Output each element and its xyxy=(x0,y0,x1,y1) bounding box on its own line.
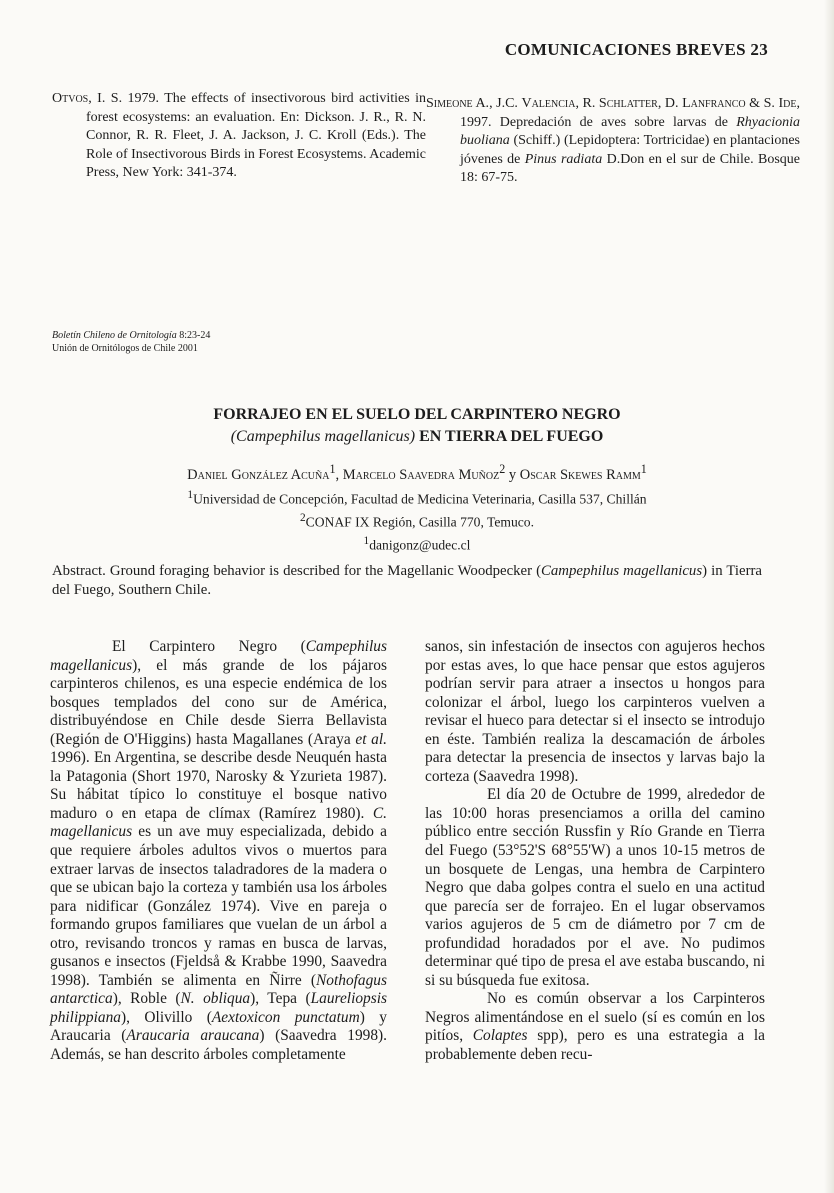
reference-text: , J.C. xyxy=(489,96,522,111)
species-name: C. magellanicus xyxy=(50,804,387,841)
reference-author: Valencia xyxy=(521,96,576,111)
abstract-text: Abstract. Ground foraging behavior is described for the Magellanic Woodpecker ( xyxy=(52,563,542,579)
affiliation-text: CONAF IX Región, Casilla 770, Temuco. xyxy=(305,514,535,530)
reference-text: (Schiff.) (Lepidoptera: Tortricidae) en plantaciones jóvenes de xyxy=(460,133,800,167)
body-text: No es común observar a los Carpinteros Negros alimentándose en el suelo (sí es común en los pitíos, xyxy=(425,990,765,1045)
abstract-text: ) in Tierra del Fuego, Southern Chile. xyxy=(52,563,762,598)
italic-text: et al. xyxy=(355,730,387,748)
body-text: ), Roble ( xyxy=(112,990,181,1008)
author-separator: , xyxy=(335,466,343,483)
scan-edge-shadow xyxy=(824,0,834,1193)
title-line-1: FORRAJEO EN EL SUELO DEL CARPINTERO NEGRO xyxy=(213,406,621,423)
species-name: Rhyacionia buoliana xyxy=(460,114,800,149)
genus-name: Colaptes xyxy=(472,1027,528,1045)
author-affiliation-mark: 1 xyxy=(640,462,647,476)
body-text: ), Tepa ( xyxy=(250,990,311,1008)
email-text: danigonz@udec.cl xyxy=(369,537,471,553)
body-text: spp), pero es una estrategia a la probablemente deben recu- xyxy=(425,1027,766,1064)
body-text: ), el más grande de los pájaros carpinteros chilenos, es una especie endémica de los bosques templados del cono sur de América, distribuyéndose en Chile desde Sierra Bellavista (Región de O'Higgins) hasta Magallanes (Araya xyxy=(50,656,387,748)
reference-author: Simeone A. xyxy=(426,96,490,111)
author-separator: y xyxy=(505,466,520,483)
body-text: El Carpintero Negro ( xyxy=(112,638,306,655)
title-location: EN TIERRA DEL FUEGO xyxy=(415,428,604,445)
body-column-left xyxy=(50,638,387,1065)
reference-text: 1979. The effects of insectivorous bird activities in forest ecosystems: an evaluation. En: Dickson. J. R., R. N. Connor, R. R. Fleet, J. A. Jackson, J. C. Kroll (Eds.). The Role of Insectivorous Birds in Forest Ecosystems. Academic Press, New York: 341-374. xyxy=(86,91,426,181)
reference-text: , D. xyxy=(657,96,683,111)
body-text: 1996). En Argentina, se describe desde Neuquén hasta la Patagonia (Short 1970, Narosky & Yzurieta 1987). Su hábitat típico lo constituye el bosque nativo maduro o en etapa de clímax (Ramírez 1980). xyxy=(50,749,387,822)
author-name: Daniel González Acuña xyxy=(187,466,330,483)
species-name: Laureliopsis philippiana xyxy=(50,990,387,1026)
author-name: Oscar Skewes Ramm xyxy=(519,466,641,483)
reference-author: Schlatter xyxy=(598,96,658,111)
reference-author: Otvos, I. S. xyxy=(52,91,123,106)
title-line-2 xyxy=(52,426,782,448)
reference-author: Ide xyxy=(778,96,797,111)
species-name: Aextoxicon punctatum xyxy=(211,1008,360,1026)
body-text: ) (Saavedra 1998). Además, se han descrito árboles completamente xyxy=(50,1027,387,1064)
affiliation-mark: 2 xyxy=(299,512,306,525)
body-text: es un ave muy especializada, debido a que requiere árboles adultos vivos o muertos para extraer larvas de insectos taladradores de la madera o que se ubican bajo la corteza y también usa los árboles para nidificar (González 1974). Vive en pareja o formando grupos familiares que vuelan de un árbol a otro, revisando troncos y ramas en busca de larvas, gusanos e insectos (Fjeldså & Krabbe 1990, Saavedra 1998). También se alimenta en Ñirre ( xyxy=(50,823,387,989)
affiliation-2 xyxy=(52,509,782,532)
body-column-right xyxy=(425,638,765,1065)
journal-info xyxy=(52,330,210,355)
reference-text: D.Don en el sur de Chile. Bosque 18: 67-75. xyxy=(460,151,800,186)
article-title xyxy=(52,404,782,448)
journal-title: Boletín Chileno de Ornitología xyxy=(52,330,177,341)
author-affiliation-mark: 1 xyxy=(329,462,336,476)
author-list xyxy=(52,462,782,484)
abstract xyxy=(52,562,762,600)
reference-text: & S. xyxy=(745,96,779,111)
title-species: (Campephilus magellanicus) xyxy=(230,428,416,445)
affiliations xyxy=(52,486,782,555)
reference-author: Lanfranco xyxy=(682,96,746,111)
reference-text: , R. xyxy=(575,96,599,111)
journal-line-2: Unión de Ornitólogos de Chile 2001 xyxy=(52,342,198,354)
affiliation-text: Universidad de Concepción, Facultad de Medicina Veterinaria, Casilla 537, Chillán xyxy=(193,491,647,507)
species-name: N. obliqua xyxy=(180,990,251,1008)
affiliation-mark: 1 xyxy=(187,489,194,501)
reference-text: , 1997. Depredación de aves sobre larvas de xyxy=(460,96,800,130)
body-paragraph xyxy=(425,990,765,1064)
species-name: Pinus radiata xyxy=(524,151,603,167)
journal-line-1 xyxy=(52,330,210,343)
affiliation-email xyxy=(52,532,782,555)
species-name: Campephilus magellanicus xyxy=(50,638,387,674)
running-header: COMUNICACIONES BREVES 23 xyxy=(504,40,768,59)
affiliation-1 xyxy=(52,486,782,509)
body-paragraph xyxy=(50,638,387,1065)
author-affiliation-mark: 2 xyxy=(499,462,506,476)
reference-otvos xyxy=(52,90,426,183)
body-text: ) y Araucaria ( xyxy=(50,1008,388,1045)
affiliation-mark: 1 xyxy=(363,535,370,548)
journal-volume: 8:23-24 xyxy=(176,330,211,341)
body-text: ), Olivillo ( xyxy=(120,1008,212,1026)
body-paragraph: El día 20 de Octubre de 1999, alrededor de las 10:00 horas presenciamos a orilla del camino público entre sección Russfin y Río Grande en Tierra del Fuego (53°52'S 68°55'W) a unos 10-15 metros de un bosquete de Lengas, una hembra de Carpintero Negro que daba golpes contra el suelo en una actitud que parecía ser de forrajeo. En el lugar observamos varios agujeros de 5 cm de diámetro por 7 cm de profundidad horadados por el ave. No pudimos determinar qué tipo de presa el ave estaba buscando, ni si su búsqueda fue exitosa. xyxy=(425,786,765,989)
reference-simeone xyxy=(426,95,800,188)
body-paragraph: sanos, sin infestación de insectos con agujeros hechos por estas aves, lo que hace pensar que estos agujeros podrían servir para atraer a insectos u hongos para colonizar el árbol, luego los carpinteros vuelven a revisar el hueco para detectar si el insecto se introdujo en éste. También realiza la descamación de árboles para detectar la presencia de insectos y larvas bajo la corteza (Saavedra 1998). xyxy=(425,638,765,785)
species-name: Nothofagus antarctica xyxy=(50,971,387,1008)
species-name: Campephilus magellanicus xyxy=(541,563,703,579)
species-name: Araucaria araucana xyxy=(126,1027,260,1045)
author-name: Marcelo Saavedra Muñoz xyxy=(342,466,500,483)
